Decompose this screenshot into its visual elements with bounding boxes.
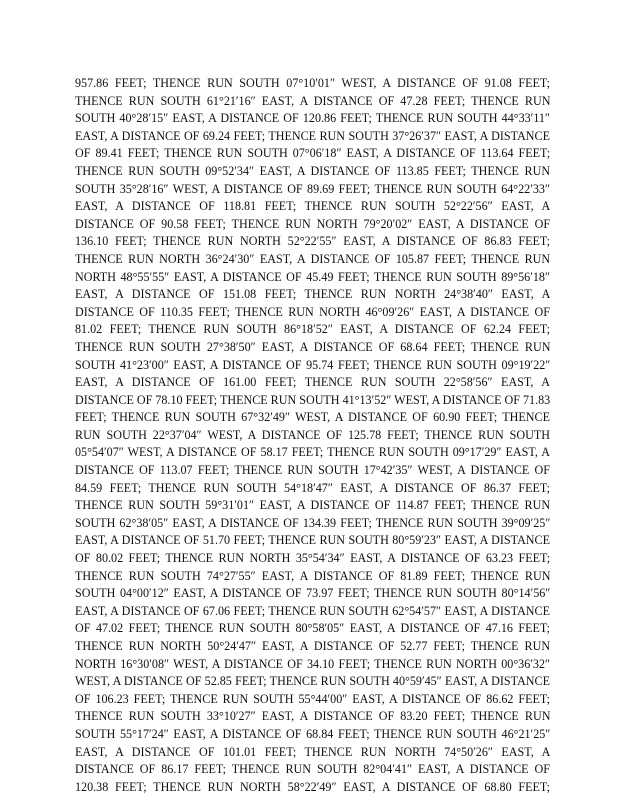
text-line: OF 89.41 FEET; THENCE RUN SOUTH 07°06′18″ EAST, A DISTANCE OF 113.64 FEET;: [75, 146, 551, 161]
text-line: SOUTH 35°28′16″ WEST, A DISTANCE OF 89.69 FEET; THENCE RUN SOUTH 64°22′33″: [75, 181, 550, 196]
text-line: THENCE RUN SOUTH 27°38′50″ EAST, A DISTANCE OF 68.64 FEET; THENCE RUN: [75, 339, 551, 354]
text-line: EAST, A DISTANCE OF 101.01 FEET; THENCE RUN NORTH 74°50′26″ EAST, A: [75, 744, 551, 759]
text-line: WEST, A DISTANCE OF 52.85 FEET; THENCE RUN SOUTH 40°59′45″ EAST, A DISTANCE: [75, 674, 550, 689]
text-line: FEET; THENCE RUN SOUTH 67°32′49″ WEST, A DISTANCE OF 60.90 FEET; THENCE: [75, 410, 550, 425]
text-line: EAST, A DISTANCE OF 118.81 FEET; THENCE RUN SOUTH 52°22′56″ EAST, A: [75, 199, 551, 214]
text-line: NORTH 48°55′55″ EAST, A DISTANCE OF 45.49 FEET; THENCE RUN SOUTH 89°56′18″: [75, 269, 550, 284]
text-line: THENCE RUN NORTH 50°24′47″ EAST, A DISTANCE OF 52.77 FEET; THENCE RUN: [75, 639, 551, 653]
text-line: EAST, A DISTANCE OF 51.70 FEET; THENCE RUN SOUTH 80°59′23″ EAST, A DISTANCE: [75, 533, 550, 548]
text-line: 84.59 FEET; THENCE RUN SOUTH 54°18′47″ EAST, A DISTANCE OF 86.37 FEET;: [75, 480, 551, 495]
text-line: SOUTH 40°28′15″ EAST, A DISTANCE OF 120.86 FEET; THENCE RUN SOUTH 44°33′11″: [75, 111, 550, 126]
text-line: SOUTH 62°38′05″ EAST, A DISTANCE OF 134.39 FEET; THENCE RUN SOUTH 39°09′25″: [75, 515, 551, 530]
text-line: DISTANCE OF 78.10 FEET; THENCE RUN SOUTH 41°13′52″ WEST, A DISTANCE OF 71.83: [75, 392, 551, 407]
text-line: 05°54′07″ WEST, A DISTANCE OF 58.17 FEET; THENCE RUN SOUTH 09°17′29″ EAST, A: [75, 445, 550, 460]
text-line: OF 80.02 FEET; THENCE RUN NORTH 35°54′34″ EAST, A DISTANCE OF 63.23 FEET;: [75, 551, 551, 566]
text-line: THENCE RUN NORTH 36°24′30″ EAST, A DISTANCE OF 105.87 FEET; THENCE RUN: [75, 251, 551, 266]
text-line: THENCE RUN SOUTH 61°21′16″ EAST, A DISTANCE OF 47.28 FEET; THENCE RUN: [75, 93, 551, 108]
text-line: SOUTH 41°23′00″ EAST, A DISTANCE OF 95.74 FEET; THENCE RUN SOUTH 09°19′22″: [75, 357, 551, 372]
text-line: EAST, A DISTANCE OF 69.24 FEET; THENCE RUN SOUTH 37°26′37″ EAST, A DISTANCE: [75, 128, 550, 143]
text-line: OF 106.23 FEET; THENCE RUN SOUTH 55°44′00″ EAST, A DISTANCE OF 86.62 FEET;: [75, 691, 550, 706]
text-line: OF 47.02 FEET; THENCE RUN SOUTH 80°58′05″ EAST, A DISTANCE OF 47.16 FEET;: [75, 621, 550, 636]
text-line: THENCE RUN SOUTH 09°52′34″ EAST, A DISTANCE OF 113.85 FEET; THENCE RUN: [75, 163, 551, 178]
text-line: DISTANCE OF 110.35 FEET; THENCE RUN NORTH 46°09′26″ EAST, A DISTANCE OF: [75, 304, 550, 319]
text-line: EAST, A DISTANCE OF 161.00 FEET; THENCE RUN SOUTH 22°58′56″ EAST, A: [75, 375, 550, 390]
text-line: 136.10 FEET; THENCE RUN NORTH 52°22′55″ EAST, A DISTANCE OF 86.83 FEET;: [75, 234, 550, 249]
text-line: DISTANCE OF 90.58 FEET; THENCE RUN NORTH 79°20′02″ EAST, A DISTANCE OF: [75, 216, 551, 231]
text-line: 120.38 FEET; THENCE RUN NORTH 58°22′49″ EAST, A DISTANCE OF 68.80 FEET;: [75, 779, 550, 794]
legal-description-text: [75, 75, 550, 796]
text-line: 957.86 FEET; THENCE RUN SOUTH 07°10′01″ WEST, A DISTANCE OF 91.08 FEET;: [75, 76, 550, 90]
text-line: THENCE RUN SOUTH 59°31′01″ EAST, A DISTANCE OF 114.87 FEET; THENCE RUN: [75, 498, 551, 513]
text-line: EAST, A DISTANCE OF 67.06 FEET; THENCE RUN SOUTH 62°54′57″ EAST, A DISTANCE: [75, 603, 550, 618]
text-line: EAST, A DISTANCE OF 151.08 FEET; THENCE RUN NORTH 24°38′40″ EAST, A: [75, 287, 551, 302]
text-line: DISTANCE OF 86.17 FEET; THENCE RUN SOUTH 82°04′41″ EAST, A DISTANCE OF: [75, 762, 550, 777]
text-line: THENCE RUN SOUTH 33°10′27″ EAST, A DISTANCE OF 83.20 FEET; THENCE RUN: [75, 709, 551, 724]
text-line: 81.02 FEET; THENCE RUN SOUTH 86°18′52″ EAST, A DISTANCE OF 62.24 FEET;: [75, 322, 551, 337]
text-line: NORTH 16°30′08″ WEST, A DISTANCE OF 34.10 FEET; THENCE RUN NORTH 00°36′32″: [75, 656, 551, 671]
text-line: RUN SOUTH 22°37′04″ WEST, A DISTANCE OF 125.78 FEET; THENCE RUN SOUTH: [75, 427, 550, 442]
text-line: SOUTH 55°17′24″ EAST, A DISTANCE OF 68.84 FEET; THENCE RUN SOUTH 46°21′25″: [75, 726, 551, 741]
text-line: DISTANCE OF 113.07 FEET; THENCE RUN SOUTH 17°42′35″ WEST, A DISTANCE OF: [75, 463, 550, 478]
text-line: THENCE RUN SOUTH 74°27′55″ EAST, A DISTANCE OF 81.89 FEET; THENCE RUN: [75, 568, 551, 583]
text-line: SOUTH 04°00′12″ EAST, A DISTANCE OF 73.97 FEET; THENCE RUN SOUTH 80°14′56″: [75, 586, 551, 601]
